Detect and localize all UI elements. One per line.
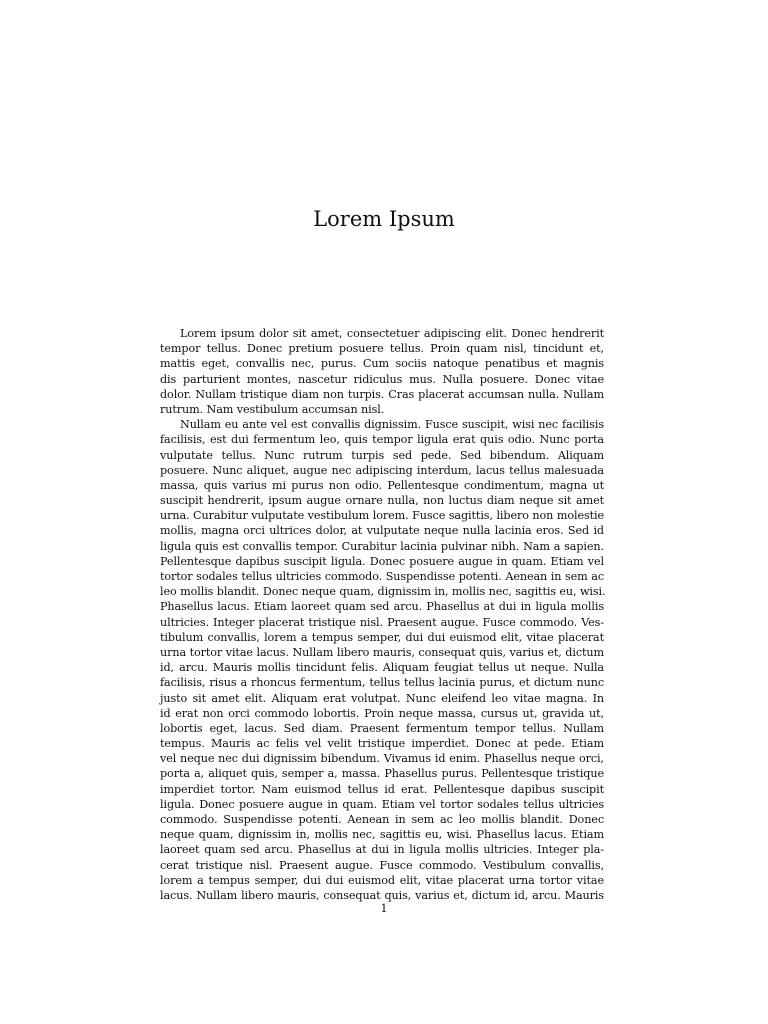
paragraph-2-line: laoreet quam sed arcu. Phasellus at dui in ligula mollis ultricies. Integer pla- [160,843,604,857]
paragraph-2-line: lorem a tempus semper, dui dui euismod elit, vitae placerat urna tortor vitae [160,873,604,887]
paragraph-2-line: lacus. Nullam libero mauris, consequat quis, varius et, dictum id, arcu. Mauris [160,888,604,902]
paragraph-2-line: tibulum convallis, lorem a tempus semper, dui dui euismod elit, vitae placerat [160,630,604,644]
paragraph-2-line: tortor sodales tellus ultricies commodo. Suspendisse potenti. Aenean in sem ac [160,570,604,583]
paragraph-1-line: tempor tellus. Donec pretium posuere tellus. Proin quam nisl, tincidunt et, [160,342,604,356]
paragraph-1-line: rutrum. Nam vestibulum accumsan nisl. [160,402,385,416]
paragraph-1-line: dolor. Nullam tristique diam non turpis. Cras placerat accumsan nulla. Nullam [160,387,604,401]
paragraph-2-line: urna tortor vitae lacus. Nullam libero mauris, consequat quis, varius et, dictum [160,645,604,659]
paragraph-2-line: leo mollis blandit. Donec neque quam, dignissim in, mollis nec, sagittis eu, wisi. [160,585,606,599]
paragraph-2-line: id erat non orci commodo lobortis. Proin neque massa, cursus ut, gravida ut, [160,706,604,720]
paragraph-2-line: commodo. Suspendisse potenti. Aenean in sem ac leo mollis blandit. Donec [160,813,604,826]
paragraph-2-line: facilisis, est dui fermentum leo, quis tempor ligula erat quis odio. Nunc porta [160,433,604,447]
paragraph-1-line: dis parturient montes, nascetur ridiculus mus. Nulla posuere. Donec vitae [160,372,604,386]
paragraph-2-line: justo sit amet elit. Aliquam erat volutpat. Nunc eleifend leo vitae magna. In [160,691,604,705]
paragraph-2-line: ligula. Donec posuere augue in quam. Etiam vel tortor sodales tellus ultricies [160,797,604,811]
paragraph-2-line: porta a, aliquet quis, semper a, massa. Phasellus purus. Pellentesque tristique [160,767,604,781]
paragraph-2-line: cerat tristique nisl. Praesent augue. Fusce commodo. Vestibulum convallis, [160,858,604,872]
page-title: Lorem Ipsum [313,207,455,231]
paragraph-2-line: neque quam, dignissim in, mollis nec, sagittis eu, wisi. Phasellus lacus. Etiam [160,828,604,842]
paragraph-2-line: Pellentesque dapibus suscipit ligula. Donec posuere augue in quam. Etiam vel [160,554,604,568]
paragraph-2-line: suscipit hendrerit, ipsum augue ornare nulla, non luctus diam neque sit amet [160,494,604,508]
paragraph-2-line: ultricies. Integer placerat tristique nisl. Praesent augue. Fusce commodo. Ves- [160,615,604,629]
paragraph-2-line: tempus. Mauris ac felis vel velit tristique imperdiet. Donec at pede. Etiam [160,737,604,751]
body-text [160,326,604,903]
paragraph-2-line: facilisis, risus a rhoncus fermentum, tellus tellus lacinia purus, et dictum nunc [160,676,604,690]
paragraph-2-line: mollis, magna orci ultrices dolor, at vulputate neque nulla lacinia eros. Sed id [160,524,604,538]
paragraph-2-line: imperdiet tortor. Nam euismod tellus id erat. Pellentesque dapibus suscipit [160,782,604,796]
paragraph-1-line: Lorem ipsum dolor sit amet, consectetuer adipiscing elit. Donec hendrerit [180,327,604,340]
paragraph-2-line: ligula quis est convallis tempor. Curabitur lacinia pulvinar nibh. Nam a sapien. [160,539,604,553]
paragraph-2-line: vel neque nec dui dignissim bibendum. Vivamus id enim. Phasellus neque orci, [160,752,604,766]
paragraph-2-line: urna. Curabitur vulputate vestibulum lorem. Fusce sagittis, libero non molestie [160,509,604,523]
paragraph-2-line: Nullam eu ante vel est convallis dignissim. Fusce suscipit, wisi nec facilisis [180,418,604,432]
paragraph-2-line: massa, quis varius mi purus non odio. Pellentesque condimentum, magna ut [160,478,604,492]
paragraph-2-line: vulputate tellus. Nunc rutrum turpis sed pede. Sed bibendum. Aliquam [160,448,604,462]
page-number: 1 [380,902,388,915]
paragraph-2-line: id, arcu. Mauris mollis tincidunt felis. Aliquam feugiat tellus ut neque. Nulla [160,661,604,675]
paragraph-2-line: lobortis eget, lacus. Sed diam. Praesent fermentum tempor tellus. Nullam [160,721,604,735]
paragraph-2-line: Phasellus lacus. Etiam laoreet quam sed arcu. Phasellus at dui in ligula mollis [160,600,604,614]
paragraph-2-line: posuere. Nunc aliquet, augue nec adipiscing interdum, lacus tellus malesuada [160,463,604,477]
paragraph-1-line: mattis eget, convallis nec, purus. Cum sociis natoque penatibus et magnis [160,357,604,371]
